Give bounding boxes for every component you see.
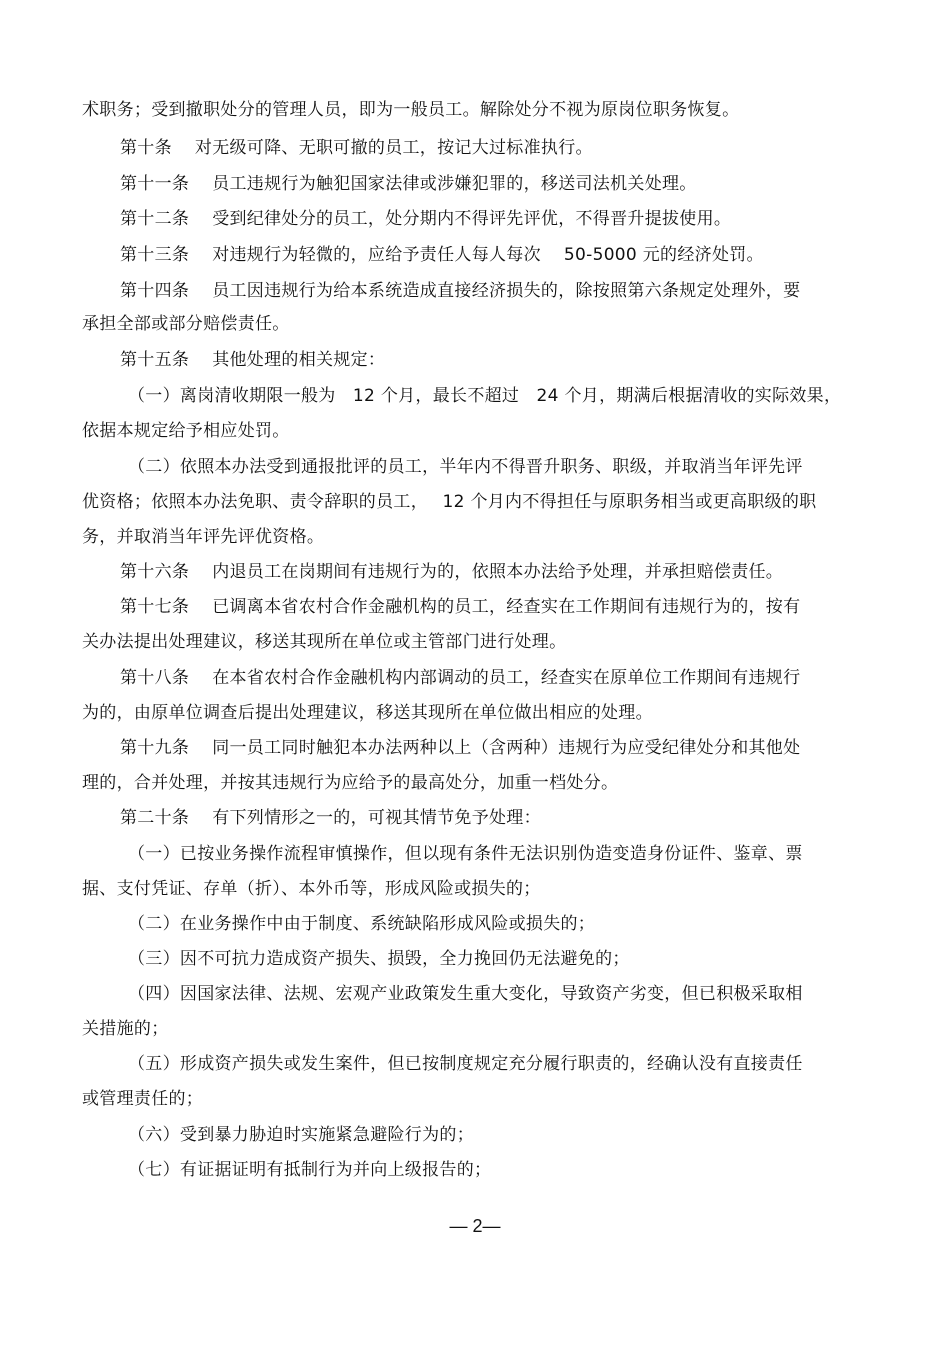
text-line: 第十九条 同一员工同时触犯本办法两种以上（含两种）违规行为应受纪律处分和其他处 [120,738,801,758]
text-line: 承担全部或部分赔偿责任。 [82,314,290,334]
page-number: — 2— [449,1216,501,1236]
text-line: 第十条 对无级可降、无职可撤的员工，按记大过标准执行。 [120,138,593,158]
text-line: 第十八条 在本省农村合作金融机构内部调动的员工，经查实在原单位工作期间有违规行 [120,668,801,688]
text-line: 第十四条 员工因违规行为给本系统造成直接经济损失的，除按照第六条规定处理外，要 [120,281,801,301]
text-line: 理的，合并处理，并按其违规行为应给予的最高处分，加重一档处分。 [82,773,619,793]
text-line: （二）在业务操作中由于制度、系统缺陷形成风险或损失的； [128,914,596,934]
text-line: 依据本规定给予相应处罚。 [82,421,290,441]
text-line: 或管理责任的； [82,1089,204,1109]
text-line: 据、支付凭证、存单（折）、本外币等，形成风险或损失的； [82,879,541,899]
text-line: 关办法提出处理建议，移送其现所在单位或主管部门进行处理。 [82,632,567,652]
text-line: 为的，由原单位调查后提出处理建议，移送其现所在单位做出相应的处理。 [82,703,653,723]
text-line: 第十六条 内退员工在岗期间有违规行为的，依照本办法给予处理，并承担赔偿责任。 [120,562,784,582]
text-line: 第十五条 其他处理的相关规定： [120,350,386,370]
text-line: （一）离岗清收期限一般为 12 个月，最长不超过 24 个月，期满后根据清收的实际效果， [128,386,842,406]
text-line: 第十一条 员工违规行为触犯国家法律或涉嫌犯罪的，移送司法机关处理。 [120,174,697,194]
text-line: 务，并取消当年评先评优资格。 [82,527,325,547]
text-line: 优资格；依照本办法免职、责令辞职的员工， 12 个月内不得担任与原职务相当或更高职级的职 [82,492,817,512]
text-line: 关措施的； [82,1019,169,1039]
text-line: 第二十条 有下列情形之一的，可视其情节免予处理： [120,808,541,828]
text-line: （六）受到暴力胁迫时实施紧急避险行为的； [128,1125,474,1145]
text-line: 第十七条 已调离本省农村合作金融机构的员工，经查实在工作期间有违规行为的，按有 [120,597,801,617]
text-line: （四）因国家法律、法规、宏观产业政策发生重大变化，导致资产劣变，但已积极采取相 [128,984,803,1004]
text-line: 术职务；受到撤职处分的管理人员，即为一般员工。解除处分不视为原岗位职务恢复。 [82,100,740,120]
text-line: （五）形成资产损失或发生案件，但已按制度规定充分履行职责的，经确认没有直接责任 [128,1054,803,1074]
text-line: （一）已按业务操作流程审慎操作，但以现有条件无法识别伪造变造身份证件、鉴章、票 [128,844,803,864]
text-line: （三）因不可抗力造成资产损失、损毁，全力挽回仍无法避免的； [128,949,630,969]
text-line: （七）有证据证明有抵制行为并向上级报告的； [128,1160,492,1180]
text-line: （二）依照本办法受到通报批评的员工，半年内不得晋升职务、职级，并取消当年评先评 [128,457,803,477]
text-line: 第十二条 受到纪律处分的员工，处分期内不得评先评优，不得晋升提拔使用。 [120,209,732,229]
text-line: 第十三条 对违规行为轻微的，应给予责任人每人每次 50-5000 元的经济处罚。 [120,245,764,265]
